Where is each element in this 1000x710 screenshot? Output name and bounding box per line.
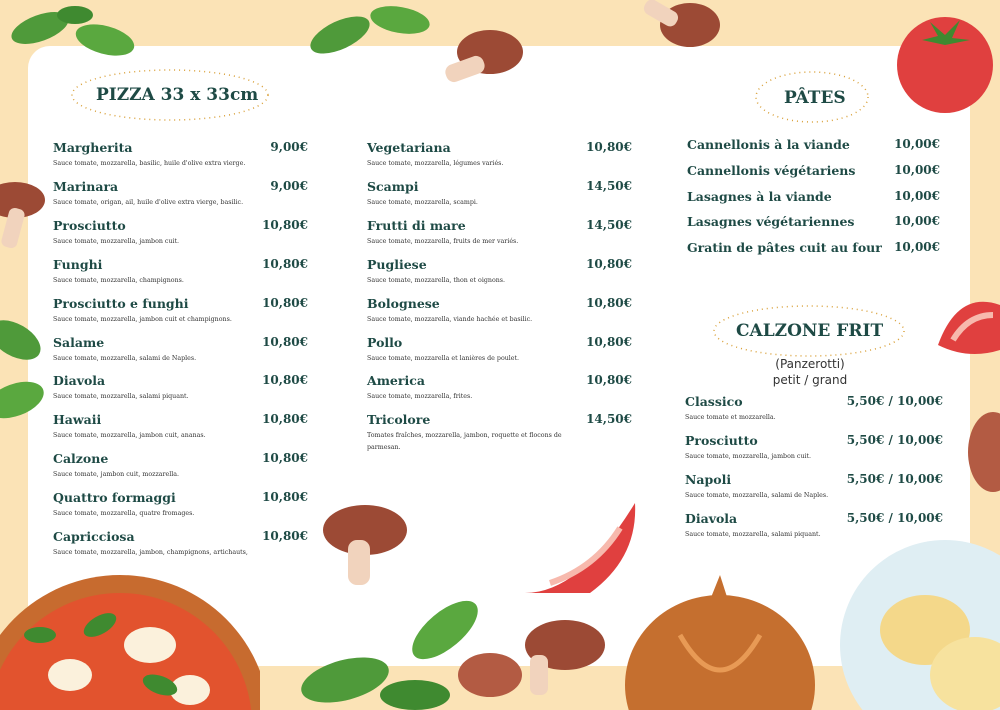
item-description: Sauce tomate, mozzarella, jambon cuit. <box>53 237 180 245</box>
basil-leaf-icon <box>0 0 160 70</box>
calzone-section-title: CALZONE FRIT <box>736 321 884 341</box>
item-name: Scampi <box>367 178 419 194</box>
item-price: 5,50€ / 10,00€ <box>846 433 943 447</box>
item-description: Sauce tomate, jambon cuit, mozzarella. <box>53 471 180 479</box>
item-name: Cannellonis végétariens <box>687 162 856 178</box>
item-description: Sauce tomate et mozzarella. <box>685 414 776 421</box>
item-price: 10,00€ <box>894 162 940 177</box>
item-name: Margherita <box>53 140 133 155</box>
item-name: Napoli <box>685 472 732 487</box>
calzone-subtitle-1: (Panzerotti) <box>775 357 845 371</box>
tomato-icon <box>928 285 1000 365</box>
item-price: 10,80€ <box>262 373 308 388</box>
item-price: 9,00€ <box>270 140 308 154</box>
pizza-section-title: PIZZA 33 x 33cm <box>96 85 259 105</box>
item-description: Sauce tomate, mozzarella, jambon cuit et champignons. <box>53 315 232 323</box>
item-name: Marinara <box>53 178 119 194</box>
item-price: 10,80€ <box>262 490 308 505</box>
item-name: Frutti di mare <box>367 217 466 233</box>
item-description: Sauce tomate, mozzarella, jambon cuit. <box>685 453 812 460</box>
item-description: Sauce tomate, origan, ail, huile d'olive extra vierge, basilic. <box>53 198 244 206</box>
mushroom-icon <box>958 405 1000 500</box>
potato-chips-icon <box>835 535 1000 710</box>
item-name: Pugliese <box>367 256 427 272</box>
pizza-icon <box>0 565 260 710</box>
item-description-cont: parmesan. <box>367 444 401 452</box>
item-description: Sauce tomate, mozzarella, fruits de mer variés. <box>367 237 519 245</box>
item-description: Sauce tomate, mozzarella, salami de Naples. <box>685 492 829 499</box>
item-name: Funghi <box>53 256 103 272</box>
onion-icon <box>620 575 820 710</box>
calzone-subtitle-2: petit / grand <box>772 373 848 387</box>
item-price: 14,50€ <box>586 217 632 232</box>
item-price: 10,00€ <box>894 137 940 151</box>
item-price: 10,80€ <box>262 451 308 466</box>
item-name: Prosciutto <box>53 217 126 233</box>
item-name: Tricolore <box>367 412 431 428</box>
item-price: 10,80€ <box>262 217 308 232</box>
item-price: 10,80€ <box>586 334 632 349</box>
tomato-icon <box>890 0 1000 115</box>
item-price: 10,80€ <box>586 140 632 154</box>
item-description: Sauce tomate, mozzarella, salami piquant. <box>53 393 189 401</box>
item-price: 10,80€ <box>586 373 632 388</box>
item-name: Salame <box>53 334 105 350</box>
basil-leaf-icon <box>0 300 50 440</box>
basil-leaf-icon <box>300 0 450 65</box>
pates-section-title: PÂTES <box>784 88 846 108</box>
item-description: Sauce tomate, mozzarella, quatre fromages. <box>53 510 195 518</box>
item-description: Tomates fraîches, mozzarella, jambon, roquette et flocons de <box>367 432 562 440</box>
item-name: Capricciosa <box>53 529 135 544</box>
item-name: Lasagnes végétariennes <box>687 214 855 230</box>
item-price: 5,50€ / 10,00€ <box>846 472 943 486</box>
item-price: 10,80€ <box>586 295 632 310</box>
mushroom-icon <box>435 22 525 107</box>
item-description: Sauce tomate, mozzarella, scampi. <box>367 198 478 206</box>
item-name: Vegetariana <box>367 140 451 155</box>
item-description: Sauce tomate, mozzarella, jambon cuit, ananas. <box>53 432 206 440</box>
item-name: Pollo <box>367 334 403 350</box>
item-price: 10,80€ <box>262 256 308 271</box>
mushroom-icon <box>0 180 48 255</box>
item-name: Diavola <box>53 373 106 389</box>
item-name: America <box>367 373 425 389</box>
item-description: Sauce tomate, mozzarella, salami de Naples. <box>53 354 197 362</box>
item-price: 5,50€ / 10,00€ <box>846 394 943 408</box>
item-price: 14,50€ <box>586 412 632 427</box>
item-price: 10,80€ <box>262 529 308 543</box>
item-name: Cannellonis à la viande <box>687 137 850 152</box>
item-name: Prosciutto <box>685 433 758 448</box>
item-price: 5,50€ / 10,00€ <box>846 511 943 525</box>
item-name: Hawaii <box>53 412 102 428</box>
item-name: Diavola <box>685 511 738 526</box>
item-name: Classico <box>685 394 743 409</box>
item-price: 10,00€ <box>894 214 940 229</box>
item-price: 10,00€ <box>894 188 940 203</box>
item-price: 9,00€ <box>270 178 308 193</box>
item-name: Bolognese <box>367 295 440 311</box>
item-description: Sauce tomate, mozzarella, jambon, champignons, artichauts, <box>53 549 248 556</box>
item-description: Sauce tomate, mozzarella, salami piquant. <box>685 531 821 538</box>
item-name: Gratin de pâtes cuit au four <box>687 240 882 256</box>
item-name: Lasagnes à la viande <box>687 188 832 204</box>
item-description: Sauce tomate, mozzarella et lanières de poulet. <box>367 354 520 362</box>
mushroom-icon <box>635 0 725 70</box>
item-price: 10,80€ <box>262 412 308 427</box>
item-description: Sauce tomate, mozzarella, basilic, huile d'olive extra vierge. <box>53 160 246 167</box>
mushroom-icon <box>455 620 615 710</box>
item-name: Quattro formaggi <box>53 490 176 506</box>
item-description: Sauce tomate, mozzarella, thon et oignons. <box>367 276 506 284</box>
item-description: Sauce tomate, mozzarella, viande hachée et basilic. <box>367 315 533 323</box>
item-description: Sauce tomate, mozzarella, champignons. <box>53 276 184 284</box>
item-price: 10,80€ <box>586 256 632 271</box>
item-description: Sauce tomate, mozzarella, légumes variés. <box>367 160 504 167</box>
item-price: 14,50€ <box>586 178 632 193</box>
item-price: 10,80€ <box>262 334 308 349</box>
item-name: Prosciutto e funghi <box>53 295 189 311</box>
item-price: 10,00€ <box>894 240 940 255</box>
item-description: Sauce tomate, mozzarella, frites. <box>367 393 473 401</box>
item-name: Calzone <box>53 451 109 467</box>
item-price: 10,80€ <box>262 295 308 310</box>
